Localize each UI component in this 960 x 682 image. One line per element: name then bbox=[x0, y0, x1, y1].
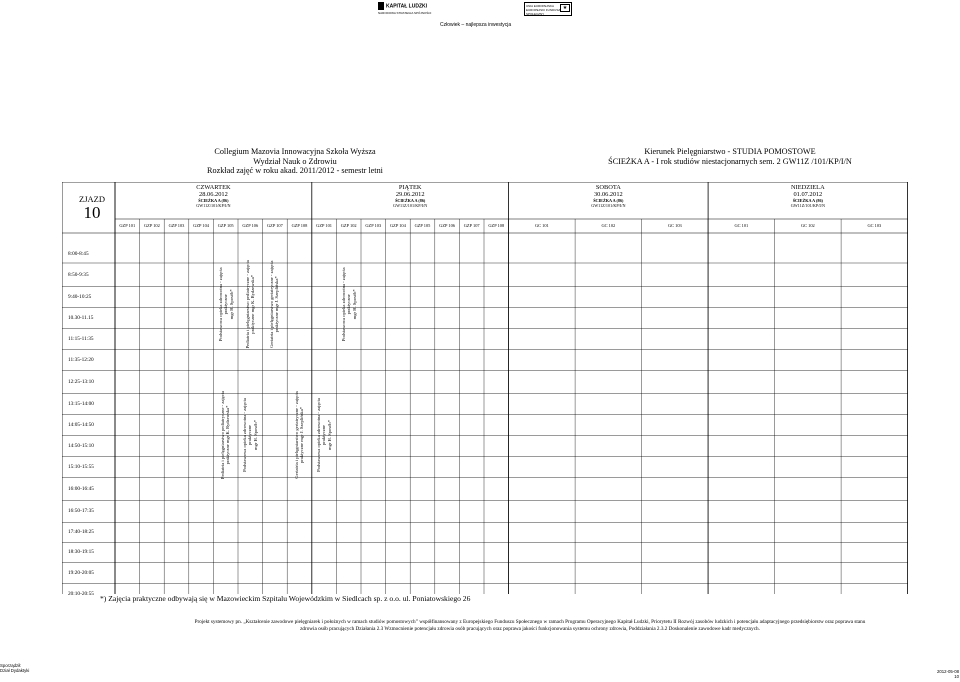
faculty-name: Wydział Nauk o Zdrowiu bbox=[253, 156, 337, 166]
class-entry-line: Podstawowa opieka zdrowotna - zajęcia bbox=[242, 398, 248, 473]
column-header: GZP 102 bbox=[143, 223, 160, 228]
day-group: GW11Z/101/KP/I/N bbox=[790, 203, 825, 209]
class-entry-line: praktyczne mgr J. Szeplińska* bbox=[299, 407, 305, 464]
day-track: ŚCIEŻKA A (86) bbox=[593, 198, 624, 204]
column-header: GZP 102 bbox=[340, 223, 357, 228]
class-entry-line: mgr H. Sposób* bbox=[228, 289, 234, 320]
prepared-by: Sporządził: Dział Dydaktyki bbox=[0, 663, 30, 673]
class-entry-line: praktyczne bbox=[321, 425, 327, 446]
day-date: 29.06.2012 bbox=[395, 191, 425, 199]
column-header: GZP 108 bbox=[291, 223, 308, 228]
time-slot-label: 17:40-18:25 bbox=[68, 529, 94, 536]
day-date: 28.06.2012 bbox=[199, 191, 228, 199]
time-slot-label: 18:30-19:15 bbox=[68, 549, 94, 556]
time-slot-label: 8:00-8:45 bbox=[68, 251, 89, 257]
time-slot-label: 14:50-15:10 bbox=[68, 442, 94, 449]
table-grid-lines bbox=[62, 182, 908, 594]
class-entry-line: Geriatria i pielęgniarstwo geriatryczne - zajęcia bbox=[294, 391, 300, 480]
class-entry-text bbox=[294, 372, 305, 498]
class-entry bbox=[263, 241, 288, 368]
zjazd-cell bbox=[70, 194, 114, 222]
day-track: ŚCIEŻKA A (86) bbox=[395, 198, 426, 204]
column-header: GC 103 bbox=[667, 223, 682, 228]
class-entry bbox=[336, 241, 361, 368]
time-slot-label: 11:15-11:35 bbox=[68, 335, 94, 342]
class-entry-text bbox=[316, 372, 332, 498]
column-header: GZP 101 bbox=[119, 223, 136, 228]
day-name: NIEDZIELA bbox=[790, 184, 825, 191]
day-group: GW11Z/101/KP/I/N bbox=[393, 203, 428, 209]
time-slot-label: 9:40-10:25 bbox=[68, 293, 92, 300]
column-header: GZP 103 bbox=[365, 223, 382, 228]
class-entry-text bbox=[242, 372, 258, 498]
footnote: *) Zajęcia praktyczne odbywają się w Mazowieckim Szpitalu Wojewódzkim w Siedlcach sp. z o.o. ul. Poniatowskiego 26 bbox=[100, 594, 471, 603]
class-entry-line: Podstawowa opieka zdrowotna - zajęcia bbox=[315, 398, 321, 473]
class-entry bbox=[287, 372, 312, 498]
class-entry-text bbox=[220, 372, 231, 498]
zjazd-label: ZJAZD bbox=[79, 194, 105, 204]
day-group: GW11Z/101/KP/I/N bbox=[196, 203, 231, 209]
class-entry-line: Geriatria i pielęgniarstwo geriatryczne - zajęcia bbox=[269, 261, 275, 349]
day-name: CZWARTEK bbox=[196, 184, 231, 191]
class-entry-line: praktyczne mgr J. Szeplińska* bbox=[274, 276, 280, 333]
zjazd-number: 10 bbox=[83, 203, 101, 222]
time-slot-label: 8:50-9:35 bbox=[68, 271, 89, 278]
schedule-term: Rozkład zajęć w roku akad. 2011/2012 - semestr letni bbox=[207, 166, 383, 175]
class-entry-line: Pediatria i pielęgniarstwo pediatryczne - zajęcia bbox=[244, 260, 250, 349]
kapital-ludzki-mark-icon bbox=[378, 2, 384, 10]
class-entry-line: mgr H. Sposób* bbox=[326, 420, 332, 451]
column-header: GZP 104 bbox=[389, 223, 406, 228]
time-slot-label: 19:20-20:05 bbox=[68, 569, 94, 576]
class-entry-line: Podstawowa opieka zdrowotna - zajęcia bbox=[340, 267, 346, 342]
column-header: GZP 106 bbox=[439, 223, 455, 228]
institution-header bbox=[160, 147, 430, 176]
kapital-ludzki-sub: NARODOWA STRATEGIA SPÓJNOŚCI bbox=[378, 11, 432, 15]
column-header: GZP 107 bbox=[266, 223, 283, 228]
day-date: 01.07.2012 bbox=[793, 191, 823, 199]
class-entry-line: praktyczne mgr K. Rydzewska* bbox=[225, 406, 231, 465]
time-slot-label: 14:05-14:50 bbox=[68, 421, 94, 428]
column-header: GZP 108 bbox=[488, 223, 505, 228]
column-header: GZP 106 bbox=[242, 223, 259, 228]
class-entry-line: Pediatria i pielęgniarstwo pediatryczne - zajęcia bbox=[220, 391, 226, 480]
class-entry bbox=[213, 372, 238, 498]
print-date: 2012-05-08 10 bbox=[937, 669, 959, 679]
class-entry bbox=[238, 372, 263, 498]
time-slot-label: 16:50-17:35 bbox=[68, 508, 94, 515]
day-track: ŚCIEŻKA A (86) bbox=[792, 198, 823, 204]
class-entry-text bbox=[245, 241, 256, 368]
column-header: GC 101 bbox=[734, 223, 749, 228]
column-header: GZP 101 bbox=[316, 223, 332, 228]
class-entry-text bbox=[341, 241, 357, 368]
day-name: SOBOTA bbox=[595, 184, 621, 191]
kapital-ludzki-logo: KAPITAŁ LUDZKI NARODOWA STRATEGIA SPÓJNOŚCI bbox=[378, 3, 432, 15]
column-header: GZP 104 bbox=[193, 223, 209, 228]
class-entry bbox=[213, 241, 238, 368]
time-slot-label: 13:15-14:00 bbox=[68, 400, 94, 407]
day-header bbox=[312, 184, 509, 208]
column-header: GC 101 bbox=[534, 223, 549, 228]
project-info: Projekt systemowy pn. „Kształcenie zawodowe pielęgniarek i położnych w ramach studiów pomostowych” współfinansowany z Europejskiego Funduszu Społecznego w ramach Programu Operacyjnego Kapitał Ludzki, Priorytetu II Rozwój zasobów ludzkich i potencjału adaptacyjnego przedsiębiorstw oraz poprawa stanu zdrowia osób pracujących Działania 2.3 Wzmocnienie potencjału zdrowia osób pracujących oraz poprawa jakości funkcjonowania systemu ochrony zdrowia, Poddziałania 2.3.2 Doskonalenie zawodowe kadr medycznych. bbox=[194, 619, 866, 632]
time-slot-label: 10.30-11.15 bbox=[68, 314, 94, 321]
column-header: GZP 107 bbox=[463, 223, 480, 228]
day-name: PIĄTEK bbox=[398, 184, 422, 191]
column-header: GC 102 bbox=[601, 223, 616, 228]
class-entry-line: praktyczne mgr K. Rydzewska* bbox=[250, 275, 256, 335]
time-slot-label: 20:10-20:55 bbox=[68, 591, 94, 598]
column-header: GC 102 bbox=[800, 223, 815, 228]
program-name: Kierunek Pielęgniarstwo - STUDIA POMOSTOWE bbox=[644, 147, 816, 156]
schedule-table bbox=[62, 182, 908, 594]
column-header: GZP 105 bbox=[217, 223, 234, 228]
class-entry-line: mgr H. Sposób* bbox=[351, 289, 357, 320]
column-header: GZP 103 bbox=[168, 223, 185, 228]
column-header: GC 103 bbox=[867, 223, 882, 228]
eu-logo: UNIA EUROPEJSKA EUROPEJSKI FUNDUSZ SPOŁECZNY ★ bbox=[524, 2, 572, 16]
logo-caption: Człowiek – najlepsza inwestycja bbox=[440, 22, 512, 28]
class-entry-line: Podstawowa opieka zdrowotna - zajęcia bbox=[217, 267, 223, 342]
day-header bbox=[509, 184, 709, 208]
day-track: ŚCIEŻKA A (86) bbox=[198, 198, 229, 204]
institution-name: Collegium Mazovia Innowacyjna Szkoła Wyższa bbox=[214, 147, 376, 156]
class-entry-line: praktyczne bbox=[345, 294, 351, 315]
class-entry-line: praktyczne bbox=[222, 294, 228, 315]
program-header bbox=[605, 147, 855, 166]
day-group: GW11Z/101/KP/I/N bbox=[591, 203, 626, 209]
time-slot-label: 15:10-15:55 bbox=[68, 463, 94, 470]
class-entry-line: mgr H. Sposób* bbox=[253, 420, 258, 451]
time-slot-label: 12:25-13:10 bbox=[68, 378, 94, 385]
day-header bbox=[115, 184, 312, 208]
class-entry-text bbox=[269, 241, 280, 368]
column-header: GZP 105 bbox=[414, 223, 431, 228]
class-entry bbox=[238, 241, 263, 368]
class-entry-line: praktyczne bbox=[247, 425, 253, 446]
day-date: 30.06.2012 bbox=[593, 191, 623, 199]
time-slot-label: 16:00-16:45 bbox=[68, 485, 94, 492]
class-entry bbox=[312, 372, 337, 498]
track-name: ŚCIEŻKA A - I rok studiów niestacjonarnych sem. 2 GW11Z /101/KP/I/N bbox=[608, 156, 852, 166]
time-slot-label: 11:35-12:20 bbox=[68, 356, 94, 363]
day-header bbox=[708, 184, 908, 208]
eu-flag-icon: ★ bbox=[560, 4, 570, 12]
class-entry-text bbox=[218, 241, 234, 368]
